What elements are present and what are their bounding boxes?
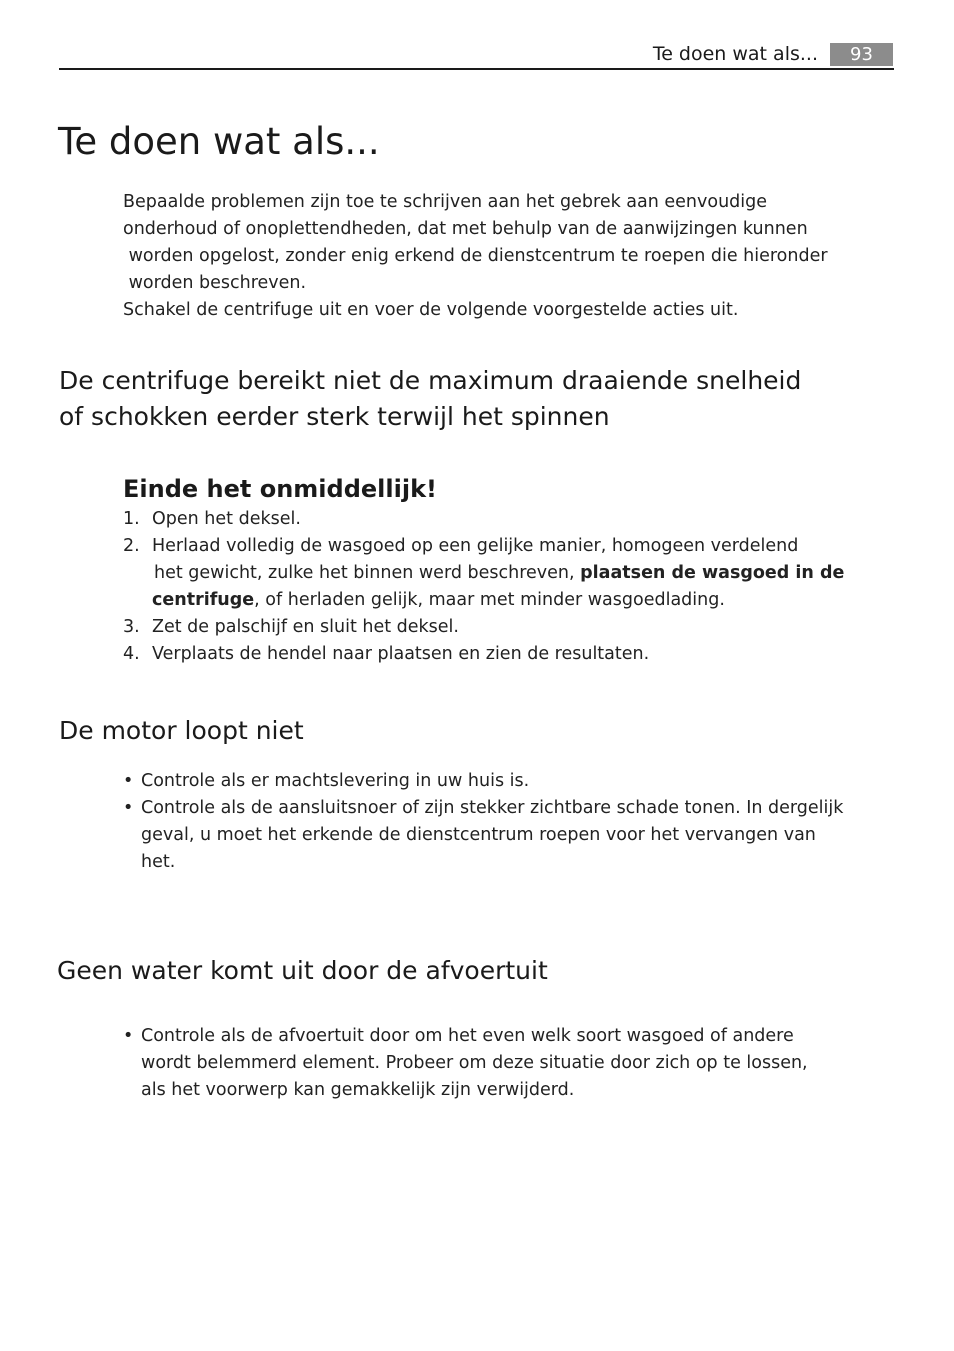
list-item: [123, 795, 903, 876]
bullet-text: Controle als er machtslevering in uw huis is.: [141, 771, 530, 791]
motor-bullet-list: [123, 768, 903, 876]
list-item: [123, 768, 903, 795]
step-text: Herlaad volledig de wasgoed op een gelijke manier, homogeen verdelend: [152, 536, 799, 556]
bullet-text: Controle als de afvoertuit door om het even welk soort wasgoed of andere: [141, 1026, 794, 1046]
page-title: Te doen wat als...: [58, 120, 380, 163]
list-item: [123, 1023, 903, 1104]
step-number: 4.: [123, 644, 140, 664]
intro-line: Schakel de centrifuge uit en voer de volgende voorgestelde acties uit.: [123, 300, 739, 320]
step-text: Zet de palschijf en sluit het deksel.: [152, 617, 459, 637]
intro-line: onderhoud of onoplettendheden, dat met behulp van de aanwijzingen kunnen: [123, 219, 808, 239]
list-item: [123, 614, 903, 641]
step-text: Verplaats de hendel naar plaatsen en zien de resultaten.: [152, 644, 650, 664]
bullet-icon: •: [123, 798, 134, 818]
step-number: 1.: [123, 509, 140, 529]
intro-line: Bepaalde problemen zijn toe te schrijven aan het gebrek aan eenvoudige: [123, 192, 768, 212]
step-number: 3.: [123, 617, 140, 637]
bullet-icon: •: [123, 771, 134, 791]
step-number: 2.: [123, 536, 140, 556]
section-heading-drain: Geen water komt uit door de afvoertuit: [57, 956, 548, 985]
bullet-text: geval, u moet het erkende de dienstcentrum roepen voor het vervangen van: [141, 825, 816, 845]
heading-line: De centrifuge bereikt niet de maximum draaiende snelheid: [59, 366, 802, 395]
list-item: [123, 533, 903, 614]
steps-list: [123, 506, 903, 668]
step-emphasis: plaatsen de wasgoed in de: [580, 563, 845, 583]
step-emphasis: centrifuge: [152, 590, 255, 610]
section-heading-motor: De motor loopt niet: [59, 716, 304, 745]
step-text: , of herladen gelijk, maar met minder wasgoedlading.: [254, 590, 725, 610]
step-text: het gewicht, zulke het binnen werd beschreven,: [154, 563, 581, 583]
intro-paragraph: [123, 189, 903, 324]
bullet-text: als het voorwerp kan gemakkelijk zijn verwijderd.: [141, 1080, 575, 1100]
page-number: 93: [830, 43, 893, 66]
drain-bullet-list: [123, 1023, 903, 1104]
step-text: Open het deksel.: [152, 509, 301, 529]
heading-line: of schokken eerder sterk terwijl het spinnen: [59, 402, 610, 431]
bullet-icon: •: [123, 1026, 134, 1046]
bullet-text: Controle als de aansluitsnoer of zijn stekker zichtbare schade tonen. In dergelijk: [141, 798, 844, 818]
intro-line: worden opgelost, zonder enig erkend de dienstcentrum te roepen die hieronder: [123, 246, 828, 266]
subheading-stop: Einde het onmiddellijk!: [123, 475, 437, 503]
list-item: [123, 641, 903, 668]
intro-line: worden beschreven.: [123, 273, 307, 293]
list-item: [123, 506, 903, 533]
section-heading-centrifuge: [59, 363, 801, 435]
bullet-text: wordt belemmerd element. Probeer om deze situatie door zich op te lossen,: [141, 1053, 808, 1073]
header-divider: [59, 68, 894, 70]
running-header: Te doen wat als...: [652, 43, 818, 65]
bullet-text: het.: [141, 852, 176, 872]
